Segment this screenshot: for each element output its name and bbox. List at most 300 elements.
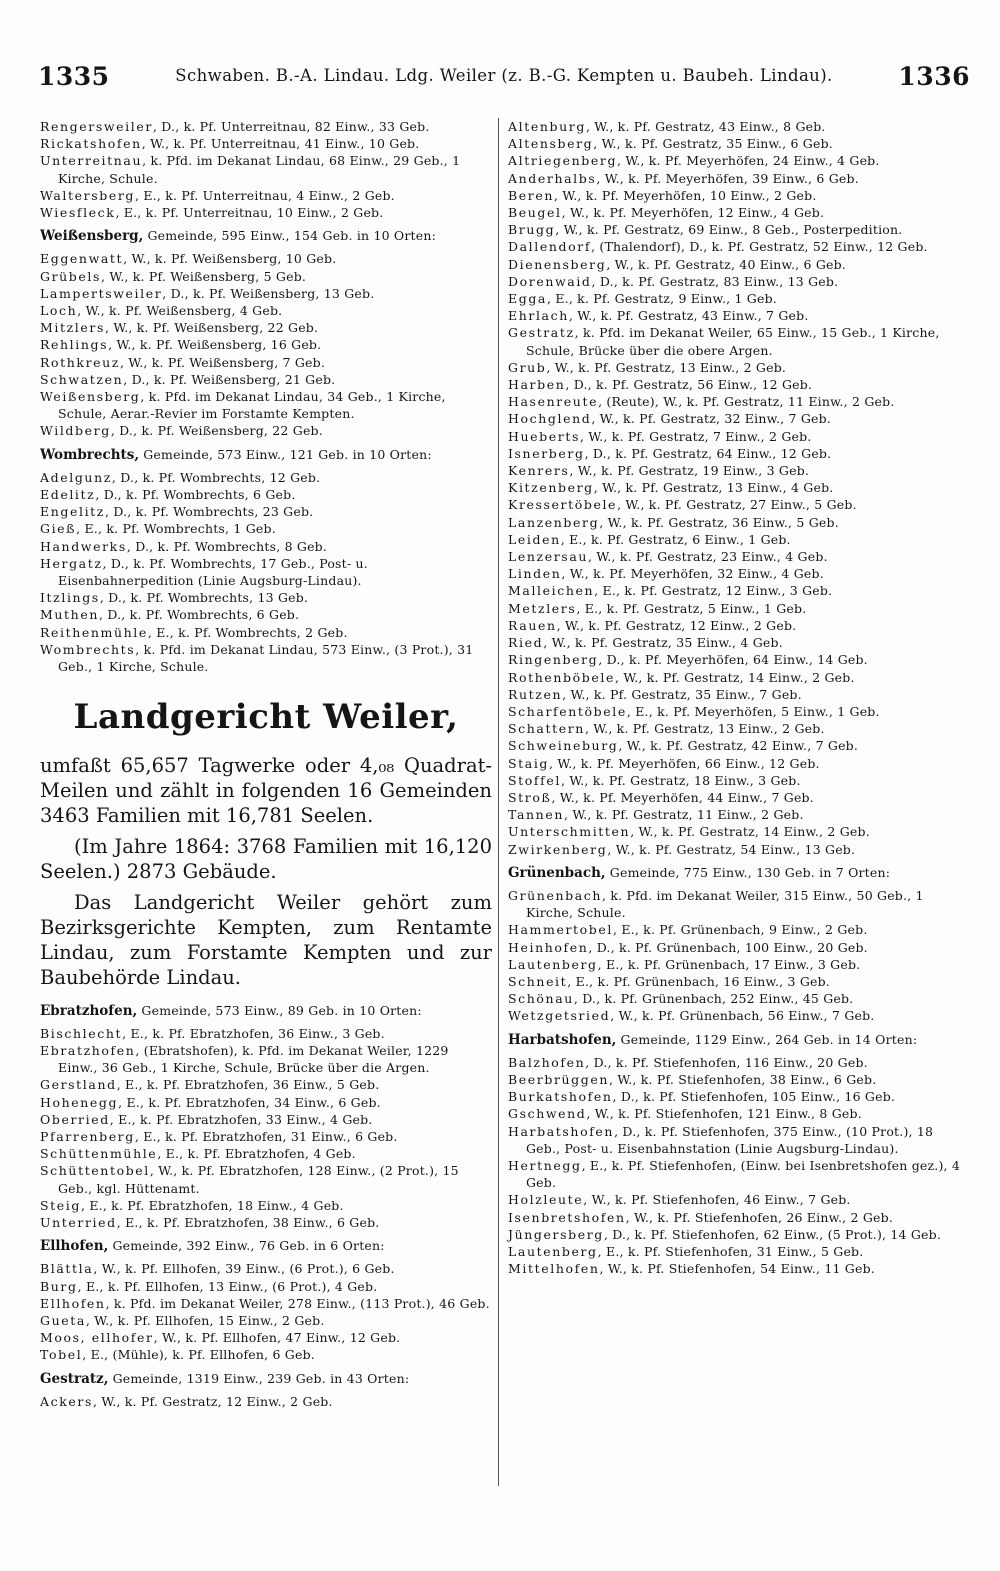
place-name: Gestratz [508,325,575,341]
place-entry [508,324,963,358]
place-name: Hertnegg [508,1157,582,1173]
place-entry [40,204,492,221]
place-name: Stoffel [508,772,561,788]
place-entry [508,135,963,152]
place-entry [508,823,963,840]
place-entry [508,990,963,1007]
place-entry [508,737,963,754]
place-entry [508,841,963,858]
place-entry [508,256,963,273]
place-name: Ackers [40,1393,93,1409]
ebratzhofen-list [40,1025,492,1231]
place-details: , W., k. Pf. Gestratz, 12 Einw., 2 Geb. [93,1393,333,1409]
place-entry [508,359,963,376]
place-entry [508,290,963,307]
place-entry [508,956,963,973]
place-details: , D., k. Pf. Wombrechts, 8 Geb. [126,538,328,554]
place-name: Schönau [508,991,574,1007]
place-name: Muthen [40,607,99,623]
place-name: Stroß [508,789,552,805]
place-entry [508,428,963,445]
place-entry [508,410,963,427]
place-details: , E., k. Pf. Ebratzhofen, 33 Einw., 4 Geb. [109,1111,373,1127]
place-details: , D., k. Pf. Weißensberg, 13 Geb. [162,285,375,301]
place-entry [40,135,492,152]
place-name: Schüttenmühle [40,1146,158,1162]
place-entry [508,1088,963,1105]
place-name: Gerstland [40,1077,117,1093]
place-entry [508,1105,963,1122]
place-details: , W., k. Pf. Weißensberg, 5 Geb. [101,268,307,284]
place-entry [508,634,963,651]
place-details: , W., k. Pf. Gestratz, 32 Einw., 7 Geb. [591,411,831,427]
place-details: , (Thalendorf), D., k. Pf. Gestratz, 52 Einw., 12 Geb. [591,239,928,255]
column-divider [498,118,499,1486]
place-details: , (Ebratshofen), k. Pfd. im Dekanat Weiler, 1229 Einw., 36 Geb., 1 Kirche, Schule, Brücke über die Argen. [58,1042,449,1076]
place-name: Isnerberg [508,445,585,461]
place-entry [40,1025,492,1042]
place-entry [40,268,492,285]
place-details: , W., k. Pf. Meyerhöfen, 39 Einw., 6 Geb. [596,170,859,186]
place-details: , E., k. Pf. Unterreitnau, 10 Einw., 2 Geb. [115,205,384,221]
place-details: , W., k. Pf. Ellhofen, 15 Einw., 2 Geb. [85,1312,325,1328]
place-entry [508,1007,963,1024]
place-name: Burg [40,1278,78,1294]
wombrechts-list [40,469,492,675]
place-name: Holzleute [508,1192,584,1208]
place-details: , k. Pfd. im Dekanat Weiler, 65 Einw., 15 Geb., 1 Kirche, Schule, Brücke über die obere Argen. [526,325,940,358]
gemeinde-header: Ebratzhofen, Gemeinde, 573 Einw., 89 Geb. in 10 Orten: [40,1002,422,1019]
place-name: Harbatshofen [508,1123,615,1139]
place-details: , W., k. Pf. Stiefenhofen, 54 Einw., 11 Geb. [599,1261,875,1277]
place-details: , E., k. Pf. Gestratz, 6 Einw., 1 Geb. [560,531,791,547]
place-details: , D., k. Pf. Stiefenhofen, 62 Einw., (5 Prot.), 14 Geb. [603,1226,942,1242]
place-name: Schattern [508,721,585,737]
place-entry [508,170,963,187]
place-name: Ehrlach [508,308,569,324]
place-entry [508,1157,963,1191]
place-details: , E., k. Pf. Ebratzhofen, 4 Geb. [157,1146,356,1162]
place-name: Rothkreuz [40,354,120,370]
place-entry [508,1243,963,1260]
place-entry [508,462,963,479]
place-entry [508,1226,963,1243]
place-entry [40,1094,492,1111]
place-details: , D., k. Pf. Wombrechts, 6 Geb. [95,487,296,503]
place-name: Rutzen [508,686,563,702]
gemeinde-header: Grünenbach, Gemeinde, 775 Einw., 130 Geb. in 7 Orten: [508,864,891,881]
place-entry [40,1393,492,1410]
place-name: Moos, ellhofer [40,1330,154,1346]
place-entry [508,118,963,135]
place-details: , W., k. Pf. Gestratz, 19 Einw., 3 Geb. [569,463,810,479]
place-entry [40,486,492,503]
place-entry [508,582,963,599]
gemeinde-header: Ellhofen, Gemeinde, 392 Einw., 76 Geb. in 6 Orten: [40,1238,385,1255]
place-name: Kitzenberg [508,480,594,496]
place-details: , W., k. Pf. Gestratz, 14 Einw., 2 Geb. [614,669,855,685]
place-name: Malleichen [508,583,595,599]
place-name: Wetzgetsried [508,1008,611,1024]
place-name: Handwerks [40,538,127,554]
place-name: Gieß [40,521,77,537]
place-entry [508,1054,963,1071]
place-name: Egga [508,291,547,307]
place-name: Grünenbach [508,887,603,903]
place-details: , W., k. Pf. Ellhofen, 47 Einw., 12 Geb. [153,1330,401,1346]
place-name: Wombrechts [40,641,136,657]
place-entry [508,445,963,462]
place-details: , E., k. Pf. Grünenbach, 17 Einw., 3 Geb. [597,956,861,972]
place-name: Tobel [40,1347,83,1363]
place-entry [508,1123,963,1157]
place-details: , E., k. Pf. Ebratzhofen, 38 Einw., 6 Geb. [116,1214,380,1230]
place-name: Brugg [508,222,556,238]
place-entry [508,703,963,720]
place-details: , W., k. Pf. Grünenbach, 56 Einw., 7 Geb. [610,1008,875,1024]
intro-paragraph-1864: (Im Jahre 1864: 3768 Familien mit 16,120 Seelen.) 2873 Gebäude. [40,834,492,883]
place-details: , E., k. Pf. Grünenbach, 9 Einw., 2 Geb. [612,922,868,938]
place-name: Leiden [508,531,561,547]
place-details: , W., k. Pf. Meyerhöfen, 10 Einw., 2 Geb. [554,187,817,203]
gemeinde-header: Gestratz, Gemeinde, 1319 Einw., 239 Geb. in 43 Orten: [40,1370,410,1387]
place-entry [508,221,963,238]
place-details: , D., k. Pf. Meyerhöfen, 64 Einw., 14 Geb. [598,652,868,668]
page-header [38,62,970,92]
place-entry [508,238,963,255]
place-entry [508,973,963,990]
place-entry [508,887,963,921]
place-details: , D., k. Pf. Stiefenhofen, 116 Einw., 20 Geb. [585,1054,868,1070]
harbatshofen-list [508,1054,963,1278]
place-details: , W., k. Pf. Gestratz, 13 Einw., 2 Geb. [584,721,825,737]
place-name: Unterried [40,1214,117,1230]
place-details: , D., k. Pf. Wombrechts, 6 Geb. [98,607,300,623]
place-name: Harben [508,377,566,393]
place-details: , W., k. Pf. Gestratz, 13 Einw., 4 Geb. [593,480,834,496]
place-name: Dorenwaid [508,273,592,289]
place-entry [508,187,963,204]
place-details: , W., k. Pf. Gestratz, 43 Einw., 8 Geb. [585,119,826,134]
page-number-left: 1335 [38,62,110,91]
place-details: , W., k. Pf. Stiefenhofen, 26 Einw., 2 Geb. [625,1209,893,1225]
place-details: , E., k. Pf. Ebratzhofen, 34 Einw., 6 Geb. [118,1094,381,1110]
place-name: Beren [508,187,555,203]
place-details: , W., k. Pf. Gestratz, 35 Einw., 7 Geb. [562,686,802,702]
place-name: Ringenberg [508,652,599,668]
place-details: , k. Pfd. im Dekanat Lindau, 68 Einw., 29 Geb., 1 Kirche, Schule. [58,153,461,186]
place-name: Pfarrenberg [40,1128,135,1144]
place-name: Rothenböbele [508,669,615,685]
place-details: , k. Pfd. im Dekanat Weiler, 315 Einw., 50 Geb., 1 Kirche, Schule. [526,887,924,921]
running-title: Schwaben. B.-A. Lindau. Ldg. Weiler (z. B.-G. Kempten u. Baubeh. Lindau). [175,66,833,85]
place-name: Hohenegg [40,1094,119,1110]
place-entry [508,772,963,789]
place-details: , E., k. Pf. Unterreitnau, 4 Einw., 2 Geb. [135,187,395,203]
place-entry [508,307,963,324]
place-name: Lautenberg [508,956,598,972]
place-entry [40,1329,492,1346]
place-entry [40,606,492,623]
weissensberg-list [40,250,492,439]
place-name: Hasenreute [508,394,599,410]
place-name: Unterreitnau [40,153,143,169]
place-details: , W., k. Pf. Gestratz, 54 Einw., 13 Geb. [607,841,856,857]
place-entry [40,520,492,537]
place-details: , W., k. Pf. Gestratz, 40 Einw., 6 Geb. [606,256,846,272]
place-entry [40,589,492,606]
place-name: Gueta [40,1312,86,1328]
place-entry [40,1346,492,1363]
place-name: Beerbrüggen [508,1071,610,1087]
place-name: Wildberg [40,423,111,439]
place-name: Schüttentobel [40,1163,150,1179]
place-details: , W., k. Pf. Gestratz, 11 Einw., 2 Geb. [563,807,804,823]
place-name: Rengersweiler [40,119,153,134]
place-entry [508,651,963,668]
place-name: Kenrers [508,463,570,479]
place-details: , k. Pfd. im Dekanat Weiler, 278 Einw., (113 Prot.), 46 Geb. [105,1295,490,1311]
place-name: Waltersberg [40,187,135,203]
place-entry [40,469,492,486]
place-details: , E., k. Pf. Ebratzhofen, 36 Einw., 3 Geb. [122,1025,385,1041]
place-name: Wiesfleck [40,205,116,221]
place-details: , E., (Mühle), k. Pf. Ellhofen, 6 Geb. [82,1347,315,1363]
place-details: , E., k. Pf. Meyerhöfen, 5 Einw., 1 Geb. [626,703,880,719]
place-name: Ried [508,635,544,651]
place-name: Hergatz [40,555,103,571]
place-name: Adelgunz [40,469,112,485]
place-details: , E., k. Pf. Ellhofen, 13 Einw., (6 Prot.), 4 Geb. [77,1278,378,1294]
place-entry [508,565,963,582]
place-details: , W., k. Pf. Weißensberg, 4 Geb. [77,303,283,319]
place-details: , W., k. Pf. Gestratz, 18 Einw., 3 Geb. [560,772,801,788]
place-details: , W., k. Pf. Weißensberg, 7 Geb. [120,354,326,370]
place-details: , W., k. Pf. Unterreitnau, 41 Einw., 10 Geb. [141,136,420,152]
place-entry [40,1042,492,1076]
right-column [508,118,963,1277]
place-name: Bischlecht [40,1025,123,1041]
place-name: Hammertobel [508,922,613,938]
place-details: , W., k. Pf. Weißensberg, 22 Geb. [105,320,319,336]
place-entry [508,1260,963,1277]
place-details: , E., k. Pf. Wombrechts, 1 Geb. [76,521,276,537]
place-details: , E., k. Pf. Stiefenhofen, (Einw. bei Isenbretshofen gez.), 4 Geb. [526,1157,961,1191]
place-entry [40,1162,492,1196]
place-entry [40,1312,492,1329]
place-details: , D., k. Pf. Wombrechts, 23 Geb. [104,504,314,520]
place-details: , W., k. Pf. Gestratz, 13 Einw., 2 Geb. [546,359,787,375]
place-name: Gschwend [508,1106,587,1122]
gestratz-list-right [508,118,963,858]
place-name: Hueberts [508,428,580,444]
place-name: Mittelhofen [508,1261,600,1277]
place-details: , k. Pfd. im Dekanat Lindau, 573 Einw., (3 Prot.), 31 Geb., 1 Kirche, Schule. [58,641,474,675]
place-name: Anderhalbs [508,170,597,186]
place-entry [508,1191,963,1208]
place-name: Burkatshofen [508,1089,613,1105]
place-name: Schweineburg [508,738,619,754]
place-entry [40,1145,492,1162]
place-name: Loch [40,303,78,319]
place-details: , D., k. Pf. Grünenbach, 100 Einw., 20 Geb. [588,939,868,955]
place-details: , W., k. Pf. Stiefenhofen, 121 Einw., 8 Geb. [586,1106,862,1122]
place-entry [40,187,492,204]
place-details: , E., k. Pf. Wombrechts, 2 Geb. [147,624,348,640]
place-details: , D., k. Pf. Stiefenhofen, 375 Einw., (10 Prot.), 18 Geb., Post- u. Eisenbahnstation (Linie Augsburg-Lindau). [526,1123,934,1156]
place-details: , W., k. Pf. Ellhofen, 39 Einw., (6 Prot.), 6 Geb. [93,1261,395,1277]
place-details: , W., k. Pf. Weißensberg, 16 Geb. [108,337,322,353]
place-entry [40,1076,492,1093]
place-details: , E., k. Pf. Gestratz, 12 Einw., 3 Geb. [594,583,833,599]
place-details: , W., k. Pf. Gestratz, 23 Einw., 4 Geb. [588,549,828,565]
place-entry [508,789,963,806]
place-details: , W., k. Pf. Gestratz, 36 Einw., 5 Geb. [599,514,839,530]
place-name: Itzlings [40,590,100,606]
place-details: , W., k. Pf. Gestratz, 14 Einw., 2 Geb. [630,824,870,840]
place-details: , W., k. Pf. Meyerhöfen, 66 Einw., 12 Geb. [549,755,820,771]
place-details: , D., k. Pf. Wombrechts, 17 Geb., Post- u. Eisenbahnerpedition (Linie Augsburg-Lindau). [58,555,368,589]
place-name: Isenbretshofen [508,1209,626,1225]
place-name: Linden [508,566,562,582]
place-details: , D., k. Pf. Stiefenhofen, 105 Einw., 16 Geb. [612,1089,896,1105]
place-details: , W., k. Pf. Ebratzhofen, 128 Einw., (2 Prot.), 15 Geb., kgl. Hüttenamt. [58,1163,459,1196]
place-name: Lanzenberg [508,514,600,530]
place-name: Blättla [40,1261,94,1277]
place-entry [508,531,963,548]
place-name: Kressertöbele [508,497,618,513]
place-name: Scharfentöbele [508,703,627,719]
place-name: Heinhofen [508,939,589,955]
place-details: , W., k. Pf. Gestratz, 43 Einw., 7 Geb. [568,308,809,324]
place-details: , E., k. Pf. Ebratzhofen, 31 Einw., 6 Geb. [134,1128,398,1144]
place-details: , W., k. Pf. Gestratz, 27 Einw., 5 Geb. [617,497,857,513]
place-entry [40,388,492,422]
place-entry [40,152,492,186]
place-details: , W., k. Pf. Meyerhöfen, 24 Einw., 4 Geb. [617,153,880,169]
place-details: , E., k. Pf. Stiefenhofen, 31 Einw., 5 Geb. [597,1244,864,1259]
place-entry [40,1260,492,1277]
place-entry [40,641,492,675]
place-entry [508,617,963,634]
place-details: , W., k. Pf. Gestratz, 35 Einw., 6 Geb. [593,136,833,152]
place-entry [508,376,963,393]
place-entry [508,686,963,703]
place-entry [40,538,492,555]
place-name: Altriegenberg [508,153,618,169]
place-details: , D., k. Pf. Unterreitnau, 82 Einw., 33 Geb. [152,119,430,134]
place-name: Dallendorf [508,239,592,255]
section-title: Landgericht Weiler, [73,697,459,738]
place-name: Steig [40,1197,81,1213]
place-entry [508,921,963,938]
place-details: , W., k. Pf. Gestratz, 7 Einw., 2 Geb. [579,428,812,444]
gemeinde-header: Weißensberg, Gemeinde, 595 Einw., 154 Geb. in 10 Orten: [40,228,437,245]
place-name: Engelitz [40,504,105,520]
place-entry [40,555,492,589]
place-entry [40,1111,492,1128]
gruenenbach-list [508,887,963,1025]
place-entry [40,319,492,336]
place-name: Unterschmitten [508,824,631,840]
gestratz-list-left [40,1393,492,1410]
place-details: , W., k. Pf. Gestratz, 42 Einw., 7 Geb. [618,738,859,754]
unterreitnau-continued [40,118,492,221]
place-entry [40,371,492,388]
place-entry [508,669,963,686]
place-name: Schneit [508,973,568,989]
place-entry [40,1278,492,1295]
place-entry [508,514,963,531]
place-name: Weißensberg [40,389,141,405]
place-name: Beugel [508,205,562,221]
place-name: Schwatzen [40,371,124,387]
place-name: Lautenberg [508,1244,598,1259]
place-name: Lenzersau [508,549,589,565]
place-details: , E., k. Pf. Ebratzhofen, 18 Einw., 4 Geb. [80,1197,344,1213]
place-entry [508,720,963,737]
place-entry [40,285,492,302]
place-details: , (Reute), W., k. Pf. Gestratz, 11 Einw., 2 Geb. [598,394,895,410]
place-entry [508,273,963,290]
place-name: Dienensberg [508,256,607,272]
place-name: Reithenmühle [40,624,148,640]
place-details: , k. Pfd. im Dekanat Lindau, 34 Geb., 1 Kirche, Schule, Aerar.-Revier im Forstamte Kempten. [58,389,446,422]
intro-paragraph: umfaßt 65,657 Tagwerke oder 4,₀₈ Quadrat-Meilen und zählt in folgenden 16 Gemeinden 3463 Familien mit 16,781 Seelen. [40,753,492,827]
place-details: , W., k. Pf. Gestratz, 35 Einw., 4 Geb. [543,635,783,651]
place-entry [508,393,963,410]
place-entry [40,624,492,641]
place-name: Eggenwatt [40,251,124,267]
place-name: Jüngersberg [508,1226,604,1242]
place-entry [40,1214,492,1231]
intro-paragraph-jurisdiction: Das Landgericht Weiler gehört zum Bezirksgerichte Kempten, zum Rentamte Lindau, zum Forstamte Kempten und zur Baubehörde Lindau. [40,890,492,989]
place-name: Grübels [40,268,102,284]
place-name: Oberried [40,1111,110,1127]
place-entry [40,1197,492,1214]
place-entry [40,1128,492,1145]
place-name: Zwirkenberg [508,841,608,857]
place-entry [508,755,963,772]
place-entry [40,422,492,439]
place-details: , D., k. Pf. Grünenbach, 252 Einw., 45 Geb. [573,991,854,1007]
place-details: , D., k. Pf. Wombrechts, 13 Geb. [99,590,309,606]
place-details: , W., k. Pf. Meyerhöfen, 32 Einw., 4 Geb. [561,566,824,582]
place-name: Grub [508,359,547,375]
place-entry [40,503,492,520]
place-name: Metzlers [508,600,577,616]
gemeinde-header: Harbatshofen, Gemeinde, 1129 Einw., 264 Geb. in 14 Orten: [508,1031,918,1048]
place-name: Rickatshofen [40,136,142,152]
place-details: , W., k. Pf. Stiefenhofen, 38 Einw., 6 Geb. [609,1071,877,1087]
place-details: , D., k. Pf. Gestratz, 56 Einw., 12 Geb. [565,377,813,393]
place-entry [40,354,492,371]
place-details: , W., k. Pf. Meyerhöfen, 44 Einw., 7 Geb. [551,789,814,805]
place-entry [508,939,963,956]
left-column [40,118,492,1410]
place-entry [508,1209,963,1226]
place-details: , E., k. Pf. Grünenbach, 16 Einw., 3 Geb. [567,973,830,989]
ellhofen-list [40,1260,492,1363]
place-details: , D., k. Pf. Gestratz, 64 Einw., 12 Geb. [584,445,832,461]
place-name: Lampertsweiler [40,285,163,301]
place-name: Balzhofen [508,1054,586,1070]
place-entry [40,1295,492,1312]
place-entry [508,600,963,617]
gemeinde-header: Wombrechts, Gemeinde, 573 Einw., 121 Geb. in 10 Orten: [40,446,432,463]
place-entry [508,806,963,823]
place-name: Hochglend [508,411,592,427]
